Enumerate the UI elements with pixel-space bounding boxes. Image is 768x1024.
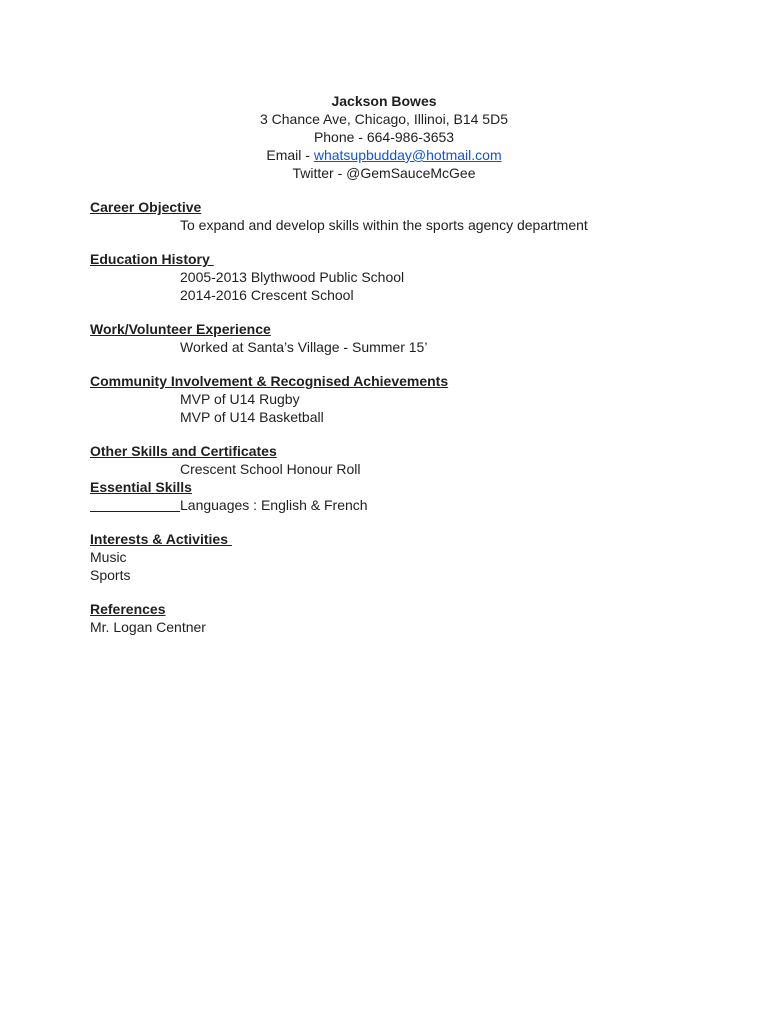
email-link[interactable]: whatsupbudday@hotmail.com	[313, 147, 502, 163]
achievement-item: MVP of U14 Basketball	[180, 409, 324, 425]
candidate-name: Jackson Bowes	[331, 93, 437, 109]
interests-heading: Interests & Activities	[90, 531, 232, 547]
work-experience-heading: Work/Volunteer Experience	[90, 321, 271, 337]
twitter-line: Twitter - @GemSauceMcGee	[292, 165, 476, 181]
essential-skill-item: Languages : English & French	[180, 497, 368, 513]
address-line: 3 Chance Ave, Chicago, Illinoi, B14 5D5	[259, 111, 508, 127]
email-line	[0, 146, 768, 164]
reference-item: Mr. Logan Centner	[90, 619, 206, 635]
achievement-item: MVP of U14 Rugby	[180, 391, 300, 407]
interest-item: Sports	[90, 567, 131, 583]
education-item: 2005-2013 Blythwood Public School	[180, 269, 405, 285]
career-objective-heading: Career Objective	[90, 199, 202, 215]
community-heading: Community Involvement & Recognised Achievements	[90, 373, 449, 389]
interest-item: Music	[90, 549, 127, 565]
contact-header	[0, 92, 768, 182]
email-label: Email -	[266, 147, 314, 163]
phone-line: Phone - 664-986-3653	[313, 129, 455, 145]
education-item: 2014-2016 Crescent School	[180, 287, 354, 303]
other-skills-heading: Other Skills and Certificates	[90, 443, 277, 459]
underline-rule	[90, 497, 180, 512]
career-objective-text: To expand and develop skills within the sports agency department	[180, 217, 588, 233]
references-heading: References	[90, 601, 166, 617]
work-experience-item: Worked at Santa’s Village - Summer 15’	[180, 339, 428, 355]
resume-body	[90, 198, 730, 636]
education-history-heading: Education History	[90, 251, 214, 267]
essential-skills-heading: Essential Skills	[90, 479, 192, 495]
essential-skills-line	[90, 496, 730, 514]
certificate-item: Crescent School Honour Roll	[180, 461, 361, 477]
